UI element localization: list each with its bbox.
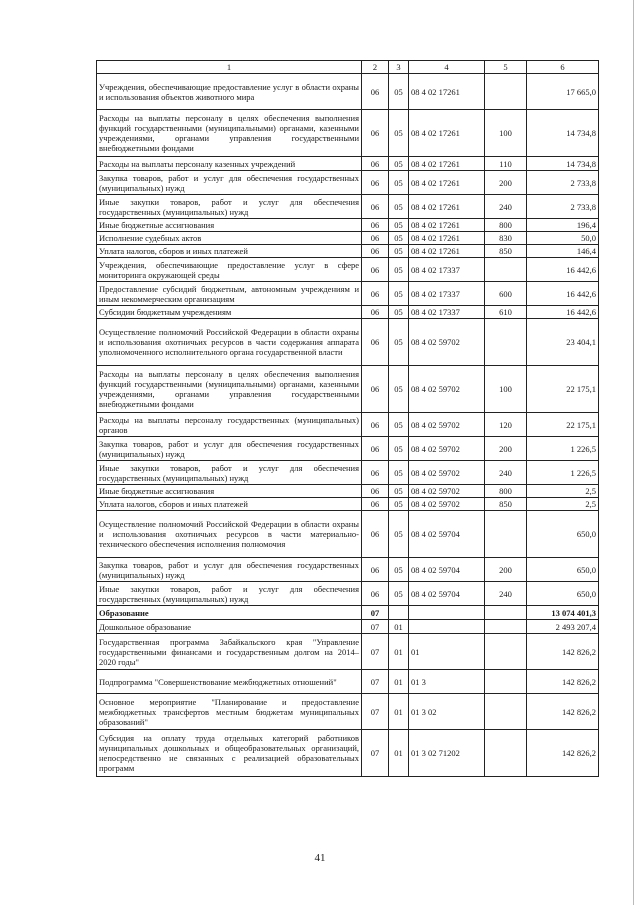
subsection-code-cell: 05 [389,245,409,258]
table-row [97,282,599,306]
subsection-code-cell: 05 [389,437,409,461]
table-row [97,232,599,245]
amount-cell: 2 733,8 [527,195,599,219]
table-row [97,498,599,511]
expense-type-cell [485,620,527,634]
section-code-cell: 06 [362,245,389,258]
subsection-code-cell: 05 [389,110,409,157]
amount-cell: 2,5 [527,485,599,498]
section-code-cell: 07 [362,634,389,670]
subsection-code-cell [389,606,409,620]
row-name-cell: Учреждения, обеспечивающие предоставление услуг в области охраны и использования объектов животного мира [97,74,362,110]
table-body [97,74,599,777]
section-code-cell: 06 [362,366,389,413]
header-cell: 3 [389,61,409,74]
amount-cell: 23 404,1 [527,319,599,366]
target-article-cell: 01 3 [409,670,485,694]
target-article-cell: 08 4 02 17261 [409,110,485,157]
subsection-code-cell: 05 [389,511,409,558]
row-name-cell: Осуществление полномочий Российской Федерации в области охраны и использования охотничьих ресурсов в части материально-технического обеспечения исполнения полномочия [97,511,362,558]
section-code-cell: 06 [362,413,389,437]
table-header-row [97,61,599,74]
target-article-cell: 08 4 02 17261 [409,74,485,110]
row-name-cell: Расходы на выплаты персоналу в целях обеспечения выполнения функций государственными (муниципальными) органами, казенными учреждениями, органами управления государственными внебюджетными фондами [97,110,362,157]
table-row [97,485,599,498]
row-name-cell: Исполнение судебных актов [97,232,362,245]
amount-cell: 16 442,6 [527,306,599,319]
table-row [97,670,599,694]
row-name-cell: Иные закупки товаров, работ и услуг для обеспечения государственных (муниципальных) нужд [97,195,362,219]
amount-cell: 1 226,5 [527,461,599,485]
section-code-cell: 06 [362,319,389,366]
expense-type-cell: 610 [485,306,527,319]
subsection-code-cell: 05 [389,413,409,437]
expense-type-cell [485,694,527,730]
table-row [97,110,599,157]
amount-cell: 2,5 [527,498,599,511]
row-name-cell: Субсидии бюджетным учреждениям [97,306,362,319]
amount-cell: 650,0 [527,582,599,606]
subsection-code-cell: 01 [389,730,409,777]
table-row [97,511,599,558]
section-code-cell: 06 [362,437,389,461]
amount-cell: 1 226,5 [527,437,599,461]
table-row [97,171,599,195]
subsection-code-cell: 05 [389,282,409,306]
amount-cell: 142 826,2 [527,730,599,777]
row-name-cell: Основное мероприятие "Планирование и предоставление межбюджетных трансфертов местным бюджетам муниципальных образований" [97,694,362,730]
expense-type-cell: 200 [485,437,527,461]
target-article-cell: 01 3 02 [409,694,485,730]
expense-type-cell: 240 [485,582,527,606]
target-article-cell [409,606,485,620]
row-name-cell: Иные закупки товаров, работ и услуг для обеспечения государственных (муниципальных) нужд [97,461,362,485]
expense-type-cell: 200 [485,171,527,195]
subsection-code-cell: 05 [389,366,409,413]
amount-cell: 16 442,6 [527,258,599,282]
target-article-cell: 08 4 02 59702 [409,498,485,511]
table-row [97,195,599,219]
expense-type-cell [485,511,527,558]
section-code-cell: 06 [362,558,389,582]
expense-type-cell: 850 [485,245,527,258]
row-name-cell: Закупка товаров, работ и услуг для обеспечения государственных (муниципальных) нужд [97,171,362,195]
target-article-cell: 08 4 02 17261 [409,232,485,245]
table-row [97,74,599,110]
row-name-cell: Расходы на выплаты персоналу государственных (муниципальных) органов [97,413,362,437]
subsection-code-cell: 05 [389,232,409,245]
target-article-cell: 01 [409,634,485,670]
section-code-cell: 06 [362,461,389,485]
table-row [97,606,599,620]
amount-cell: 17 665,0 [527,74,599,110]
row-name-cell: Дошкольное образование [97,620,362,634]
table-row [97,306,599,319]
row-name-cell: Осуществление полномочий Российской Федерации в области охраны и использования охотничьих ресурсов в части содержания аппарата уполномоченного исполнительного органа государственной власти [97,319,362,366]
target-article-cell: 08 4 02 59702 [409,437,485,461]
row-name-cell: Иные бюджетные ассигнования [97,485,362,498]
budget-table [96,60,599,777]
amount-cell: 196,4 [527,219,599,232]
expense-type-cell [485,74,527,110]
target-article-cell [409,620,485,634]
table-row [97,366,599,413]
row-name-cell: Государственная программа Забайкальского края "Управление государственными финансами и государственным долгом на 2014–2020 годы" [97,634,362,670]
amount-cell: 142 826,2 [527,634,599,670]
subsection-code-cell: 05 [389,319,409,366]
target-article-cell: 01 3 02 71202 [409,730,485,777]
target-article-cell: 08 4 02 17261 [409,245,485,258]
amount-cell: 22 175,1 [527,413,599,437]
subsection-code-cell: 01 [389,634,409,670]
row-name-cell: Иные бюджетные ассигнования [97,219,362,232]
section-code-cell: 06 [362,110,389,157]
subsection-code-cell: 05 [389,157,409,171]
target-article-cell: 08 4 02 17261 [409,171,485,195]
subsection-code-cell: 05 [389,306,409,319]
expense-type-cell: 830 [485,232,527,245]
table-row [97,245,599,258]
amount-cell: 142 826,2 [527,670,599,694]
section-code-cell: 07 [362,730,389,777]
row-name-cell: Расходы на выплаты персоналу в целях обеспечения выполнения функций государственными (муниципальными) органами, казенными учреждениями, органами управления государственными внебюджетными фондами [97,366,362,413]
amount-cell: 13 074 401,3 [527,606,599,620]
page-number: 41 [314,852,326,864]
expense-type-cell: 600 [485,282,527,306]
subsection-code-cell: 05 [389,498,409,511]
subsection-code-cell: 05 [389,258,409,282]
table-row [97,694,599,730]
row-name-cell: Субсидия на оплату труда отдельных категорий работников муниципальных дошкольных и общеобразовательных организаций, непосредственно не связанных с реализацией образовательных программ [97,730,362,777]
section-code-cell: 06 [362,171,389,195]
amount-cell: 50,0 [527,232,599,245]
expense-type-cell: 800 [485,219,527,232]
amount-cell: 650,0 [527,511,599,558]
section-code-cell: 06 [362,282,389,306]
header-cell: 4 [409,61,485,74]
row-name-cell: Уплата налогов, сборов и иных платежей [97,245,362,258]
subsection-code-cell: 05 [389,558,409,582]
table-row [97,620,599,634]
section-code-cell: 06 [362,195,389,219]
subsection-code-cell: 05 [389,485,409,498]
table-row [97,634,599,670]
amount-cell: 14 734,8 [527,110,599,157]
row-name-cell: Расходы на выплаты персоналу казенных учреждений [97,157,362,171]
row-name-cell: Уплата налогов, сборов и иных платежей [97,498,362,511]
section-code-cell: 06 [362,258,389,282]
target-article-cell: 08 4 02 17261 [409,219,485,232]
amount-cell: 2 733,8 [527,171,599,195]
row-name-cell: Закупка товаров, работ и услуг для обеспечения государственных (муниципальных) нужд [97,558,362,582]
target-article-cell: 08 4 02 59702 [409,461,485,485]
table-row [97,582,599,606]
subsection-code-cell: 01 [389,694,409,730]
target-article-cell: 08 4 02 59702 [409,485,485,498]
table-row [97,157,599,171]
target-article-cell: 08 4 02 17337 [409,282,485,306]
section-code-cell: 06 [362,232,389,245]
expense-type-cell [485,319,527,366]
expense-type-cell: 240 [485,461,527,485]
expense-type-cell [485,634,527,670]
target-article-cell: 08 4 02 59704 [409,582,485,606]
section-code-cell: 06 [362,306,389,319]
row-name-cell: Закупка товаров, работ и услуг для обеспечения государственных (муниципальных) нужд [97,437,362,461]
section-code-cell: 06 [362,582,389,606]
row-name-cell: Учреждения, обеспечивающие предоставление услуг в сфере мониторинга окружающей среды [97,258,362,282]
target-article-cell: 08 4 02 59702 [409,413,485,437]
section-code-cell: 07 [362,694,389,730]
expense-type-cell: 850 [485,498,527,511]
expense-type-cell: 120 [485,413,527,437]
expense-type-cell: 100 [485,110,527,157]
expense-type-cell: 200 [485,558,527,582]
expense-type-cell [485,606,527,620]
expense-type-cell: 240 [485,195,527,219]
target-article-cell: 08 4 02 59704 [409,558,485,582]
amount-cell: 650,0 [527,558,599,582]
target-article-cell: 08 4 02 59704 [409,511,485,558]
subsection-code-cell: 05 [389,171,409,195]
amount-cell: 142 826,2 [527,694,599,730]
page-edge-shadow [633,0,634,905]
table-row [97,413,599,437]
section-code-cell: 06 [362,74,389,110]
row-name-cell: Подпрограмма "Совершенствование межбюджетных отношений" [97,670,362,694]
target-article-cell: 08 4 02 59702 [409,319,485,366]
target-article-cell: 08 4 02 17337 [409,306,485,319]
amount-cell: 16 442,6 [527,282,599,306]
header-cell: 6 [527,61,599,74]
subsection-code-cell: 01 [389,670,409,694]
subsection-code-cell: 05 [389,195,409,219]
subsection-code-cell: 05 [389,74,409,110]
section-code-cell: 06 [362,498,389,511]
amount-cell: 146,4 [527,245,599,258]
amount-cell: 2 493 207,4 [527,620,599,634]
section-code-cell: 07 [362,670,389,694]
section-code-cell: 06 [362,219,389,232]
subsection-code-cell: 01 [389,620,409,634]
row-name-cell: Образование [97,606,362,620]
expense-type-cell [485,258,527,282]
expense-type-cell: 110 [485,157,527,171]
section-code-cell: 07 [362,606,389,620]
target-article-cell: 08 4 02 17337 [409,258,485,282]
expense-type-cell: 800 [485,485,527,498]
table-row [97,730,599,777]
target-article-cell: 08 4 02 17261 [409,157,485,171]
header-cell: 1 [97,61,362,74]
row-name-cell: Предоставление субсидий бюджетным, автономным учреждениям и иным некоммерческим организациям [97,282,362,306]
subsection-code-cell: 05 [389,582,409,606]
section-code-cell: 07 [362,620,389,634]
section-code-cell: 06 [362,157,389,171]
expense-type-cell [485,730,527,777]
section-code-cell: 06 [362,511,389,558]
table-row [97,461,599,485]
table-row [97,258,599,282]
table-row [97,558,599,582]
expense-type-cell [485,670,527,694]
amount-cell: 14 734,8 [527,157,599,171]
table-row [97,319,599,366]
target-article-cell: 08 4 02 59702 [409,366,485,413]
subsection-code-cell: 05 [389,219,409,232]
amount-cell: 22 175,1 [527,366,599,413]
header-cell: 5 [485,61,527,74]
expense-type-cell: 100 [485,366,527,413]
subsection-code-cell: 05 [389,461,409,485]
header-cell: 2 [362,61,389,74]
table-row [97,437,599,461]
section-code-cell: 06 [362,485,389,498]
target-article-cell: 08 4 02 17261 [409,195,485,219]
table-row [97,219,599,232]
row-name-cell: Иные закупки товаров, работ и услуг для обеспечения государственных (муниципальных) нужд [97,582,362,606]
